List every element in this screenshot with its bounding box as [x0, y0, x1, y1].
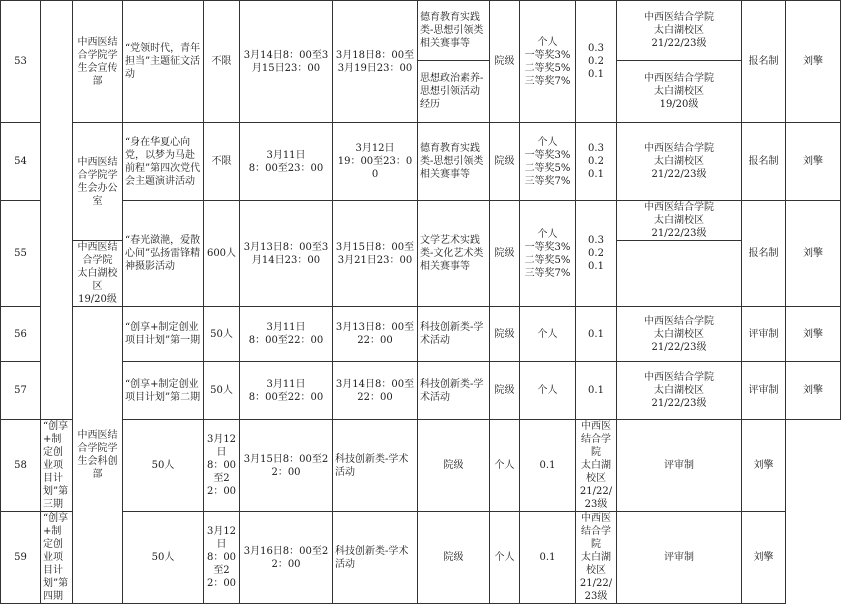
signup-time: 3月12日 8：00至22：00: [204, 420, 240, 512]
mode-cell: 报名制: [742, 1, 786, 123]
campus-cell: 中西医结合学院 太白湖校区 21/22/23级: [617, 201, 742, 241]
mode-cell: 评审制: [617, 420, 742, 512]
person-cell: 刘擎: [786, 1, 841, 123]
organizer-cell: 中西医结合学院学生会宣传部: [73, 1, 123, 123]
award-cell: 个人: [520, 307, 576, 362]
signup-time: 3月13日8：00至3月14日23：00: [240, 201, 333, 307]
campus-cell: 中西医结合学院 太白湖校区 21/22/23级: [617, 307, 742, 362]
activity-name: “党领时代，青年担当”主题征文活动: [123, 1, 204, 123]
level-cell: 院级: [418, 512, 490, 604]
award-cell: 个人 一等奖3% 二等奖5% 三等奖7%: [520, 123, 576, 201]
mode-cell: 报名制: [742, 201, 786, 307]
activity-time: 3月15日8：00至22：00: [240, 420, 333, 512]
activity-time: 3月12日 19：00至23：00: [333, 123, 418, 201]
activity-time: 3月18日8：00至3月19日23：00: [333, 1, 418, 123]
category-cell: 思想政治素养-思想引领活动经历: [418, 61, 490, 123]
category-cell: 科技创新类-学术活动: [333, 512, 418, 604]
person-cell: 刘擎: [786, 362, 841, 420]
campus-cell: 中西医结合学院 太白湖校区 21/22/23级: [576, 420, 617, 512]
table-row: [1, 201, 841, 241]
activity-name: “春光潋滟，爱散心间”弘扬雷锋精神摄影活动: [123, 201, 204, 307]
activity-time: 3月15日8：00至3月21日23：00: [333, 201, 418, 307]
campus-cell: 中西医结合学院 太白湖校区 21/22/23级: [617, 123, 742, 201]
category-cell: 科技创新类-学术活动: [333, 420, 418, 512]
category-cell: 德育教育实践类-思想引领类相关赛事等: [418, 123, 490, 201]
quota-cell: 不限: [204, 1, 240, 123]
category-cell: 科技创新类-学术活动: [418, 362, 490, 420]
row-number: 54: [1, 123, 41, 201]
mode-cell: 评审制: [742, 307, 786, 362]
score-cell: 0.1: [576, 362, 617, 420]
level-cell: 院级: [490, 123, 520, 201]
category-cell: 科技创新类-学术活动: [418, 307, 490, 362]
signup-time: 3月12日 8：00至22：00: [204, 512, 240, 604]
row-number: 55: [1, 201, 41, 307]
category-cell: 文学艺术实践类-文化艺术类相关赛事等: [418, 201, 490, 307]
person-cell: 刘擎: [742, 512, 786, 604]
award-cell: 个人 一等奖3% 二等奖5% 三等奖7%: [520, 1, 576, 123]
row-number: 58: [1, 420, 41, 512]
category-cell: 德育教育实践类-思想引领类相关赛事等: [418, 1, 490, 61]
quota-cell: 50人: [204, 307, 240, 362]
quota-cell: 不限: [204, 123, 240, 201]
table-row: [1, 1, 841, 61]
person-cell: 刘擎: [742, 420, 786, 512]
campus-cell: 中西医结合学院 太白湖校区 19/20级: [73, 241, 123, 307]
person-cell: 刘擎: [786, 123, 841, 201]
mode-cell: 评审制: [742, 362, 786, 420]
table-row: [1, 362, 841, 420]
quota-cell: 50人: [204, 362, 240, 420]
signup-time: 3月11日 8：00至23：00: [240, 123, 333, 201]
row-number: 57: [1, 362, 41, 420]
score-cell: 0.3 0.2 0.1: [576, 123, 617, 201]
award-cell: 个人: [490, 420, 520, 512]
signup-time: 3月11日 8：00至22：00: [240, 362, 333, 420]
table-row: [1, 512, 841, 604]
campus-cell: 中西医结合学院 太白湖校区 19/20级: [617, 61, 742, 123]
blank-column: [41, 1, 73, 420]
campus-cell: 中西医结合学院 太白湖校区 21/22/23级: [576, 512, 617, 604]
activity-time: 3月13日8：00至22：00: [333, 307, 418, 362]
score-cell: 0.1: [520, 512, 576, 604]
quota-cell: 50人: [123, 420, 204, 512]
level-cell: 院级: [490, 307, 520, 362]
score-cell: 0.3 0.2 0.1: [576, 201, 617, 307]
mode-cell: 评审制: [617, 512, 742, 604]
campus-cell: 中西医结合学院 太白湖校区 21/22/23级: [617, 362, 742, 420]
person-cell: 刘擎: [786, 307, 841, 362]
activity-name: “创享+制定创业项目计划”第三期: [41, 420, 73, 512]
row-number: 53: [1, 1, 41, 123]
activity-name: “创享+制定创业项目计划”第四期: [41, 512, 73, 604]
score-cell: 0.1: [520, 420, 576, 512]
activity-name: “创享+制定创业项目计划”第一期: [123, 307, 204, 362]
activity-time: 3月14日8：00至22：00: [333, 362, 418, 420]
campus-cell: 中西医结合学院 太白湖校区 21/22/23级: [617, 1, 742, 61]
person-cell: 刘擎: [786, 201, 841, 307]
table-row: [1, 420, 841, 512]
activity-time: 3月16日8：00至22：00: [240, 512, 333, 604]
level-cell: 院级: [418, 420, 490, 512]
level-cell: 院级: [490, 362, 520, 420]
level-cell: 院级: [490, 1, 520, 123]
mode-cell: 报名制: [742, 123, 786, 201]
activity-name: “创享+制定创业项目计划”第二期: [123, 362, 204, 420]
table-row: [1, 123, 841, 201]
score-cell: 0.1: [576, 307, 617, 362]
organizer-cell: 中西医结合学院学生会科创部: [73, 307, 123, 604]
organizer-cell: 中西医结合学院学生会办公室: [73, 123, 123, 241]
quota-cell: 50人: [123, 512, 204, 604]
table-row: [1, 307, 841, 362]
row-number: 59: [1, 512, 41, 604]
activity-name: “身在华夏心向党，以梦为马赴前程”第四次党代会主题演讲活动: [123, 123, 204, 201]
quota-cell: 600人: [204, 201, 240, 307]
signup-time: 3月11日 8：00至22：00: [240, 307, 333, 362]
award-cell: 个人: [490, 512, 520, 604]
row-number: 56: [1, 307, 41, 362]
level-cell: 院级: [490, 201, 520, 307]
signup-time: 3月14日8：00至3月15日23：00: [240, 1, 333, 123]
award-cell: 个人: [520, 362, 576, 420]
award-cell: 个人 一等奖3% 二等奖5% 三等奖7%: [520, 201, 576, 307]
score-cell: 0.3 0.2 0.1: [576, 1, 617, 123]
